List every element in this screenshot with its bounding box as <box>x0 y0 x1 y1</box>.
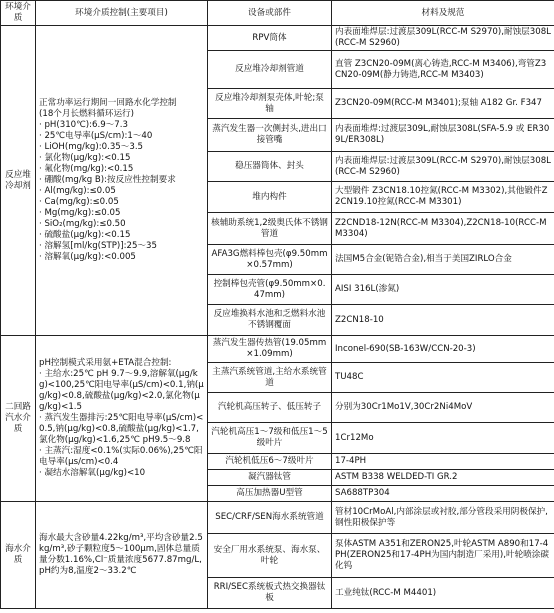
material-cell: 工业纯钛(RCC-M M4401) <box>332 578 554 609</box>
equipment-cell: 反应堆换料水池和乏燃料水池不锈钢覆面 <box>208 305 332 336</box>
equipment-cell: 安全厂用水系统泵、海水泵、叶轮 <box>208 534 332 578</box>
table-row <box>1 502 554 534</box>
table-row <box>1 336 554 363</box>
equipment-cell: 凝汽器钛管 <box>208 470 332 486</box>
material-cell: 内表面堆焊层:过渡层309L(RCC-M S2970),耐蚀层308L(RCC-M S2960) <box>332 26 554 51</box>
equipment-cell: 高压加热器U型管 <box>208 486 332 502</box>
control-condition-line: · 氯化物(μg/kg):<0.15 <box>39 153 131 163</box>
material-cell: Z3CN20-09M(RCC-M M3401);泵轴 A182 Gr. F347 <box>332 89 554 119</box>
table-body <box>1 26 554 609</box>
control-condition-line: pH控制模式采用氨+ETA混合控制: <box>39 358 172 368</box>
material-cell: 直管 Z3CN20-09M(离心铸造,RCC-M M3406),弯管Z3CN20-09M(静力铸造,RCC-M M3403) <box>332 51 554 89</box>
control-condition-line: · Mg(mg/kg):≤0.05 <box>39 208 121 218</box>
material-cell: ASTM B338 WELDED-TI GR.2 <box>332 470 554 486</box>
control-condition-line: · 硼酸(mg/kg B):按反应性控制要求 <box>39 175 176 185</box>
equipment-cell: 蒸汽发生器传热管(19.05mm×1.09mm) <box>208 336 332 363</box>
control-condition-line: · 蒸汽发生器排污:25℃阳电导率(μS/cm)<0.5,钠(μg/kg)<0.8,硫酸盐(μg/kg)<1.7,氯化物(μg/kg)<1.6,25℃ pH9.5～9.8 <box>39 413 204 445</box>
control-condition-line: 正常功率运行期间一回路水化学控制 <box>39 98 177 108</box>
equipment-cell: RPV筒体 <box>208 26 332 51</box>
environment-cell: 海水介质 <box>1 502 36 609</box>
material-cell: 17-4PH <box>332 454 554 470</box>
material-cell: 大型锻件 Z3CN18.10控氮(RCC-M M3302),其他锻件Z2CN19.10控氮(RCC-M M3301) <box>332 182 554 213</box>
control-condition-line: · LiOH(mg/kg):0.35～3.5 <box>39 142 144 152</box>
material-cell: 管材10CrMoAl,内部涂层或衬胶,部分管段采用阴极保护,钢性阳极保护等 <box>332 502 554 534</box>
material-cell: AISI 316L(渗氮) <box>332 275 554 305</box>
equipment-cell: SEC/CRF/SEN海水系统管道 <box>208 502 332 534</box>
equipment-cell: 汽轮机高压1～7级和低压1～5级叶片 <box>208 423 332 454</box>
material-cell: 法国M5合金(铌锆合金),相当于美国ZIRLO合金 <box>332 245 554 275</box>
table-row <box>1 26 554 51</box>
control-conditions-cell <box>36 336 208 502</box>
header-control: 环境介质控制(主要项目) <box>36 1 208 26</box>
table-header-row <box>1 1 554 26</box>
environment-cell: 二回路汽水介质 <box>1 336 36 502</box>
environment-cell: 反应堆冷却剂 <box>1 26 36 336</box>
material-cell: SA688TP304 <box>332 486 554 502</box>
control-condition-line: · 硫酸盐(μg/kg):<0.15 <box>39 230 131 240</box>
equipment-cell: AFA3G燃料棒包壳(φ9.50mm×0.57mm) <box>208 245 332 275</box>
equipment-cell: RRI/SEC系统板式热交换器钛板 <box>208 578 332 609</box>
equipment-cell: 核辅助系统1,2级奥氏体不锈钢管道 <box>208 213 332 245</box>
control-condition-line: · 溶解氧(μg/kg):<0.005 <box>39 252 136 262</box>
header-materials: 材料及规范 <box>332 1 554 26</box>
material-cell: Z2CN18-10 <box>332 305 554 336</box>
equipment-cell: 反应堆冷却剂泵壳体,叶轮;泵轴 <box>208 89 332 119</box>
control-conditions-cell <box>36 26 208 336</box>
control-condition-line: · Al(mg/kg):≤0.05 <box>39 186 116 196</box>
control-condition-line: (18个月长燃料循环运行) <box>39 109 134 119</box>
equipment-cell: 控制棒包壳管(φ9.50mm×0.47mm) <box>208 275 332 305</box>
control-condition-line: · 氟化物(mg/kg):<0.15 <box>39 164 134 174</box>
material-cell: 分别为30Cr1Mo1V,30Cr2Ni4MoV <box>332 393 554 423</box>
control-condition-line: · 溶解氢[ml/kg(STP)]:25～35 <box>39 241 157 251</box>
control-condition-line: · pH(310℃):6.9～7.3 <box>39 120 128 130</box>
control-conditions-cell <box>36 502 208 609</box>
control-condition-line: · 25℃电导率(μS/cm):1～40 <box>39 131 153 141</box>
control-condition-line: · SiO₂(mg/kg):≤0.50 <box>39 219 126 229</box>
control-condition-line: · 主蒸汽:湿度<0.1%(实际0.06%),25℃阳电导率(μs/cm)<0.4 <box>39 446 203 467</box>
header-equipment: 设备或部件 <box>208 1 332 26</box>
control-condition-line: 海水最大含砂量4.22kg/m³,平均含砂量2.5kg/m³,砂子颗粒度5～100μm,固体总量质量分数1.16%,Cl⁻质量浓度5677.87mg/L,pH约为8,温度2～33.2℃ <box>39 533 203 576</box>
header-environment: 环境介质 <box>1 1 36 26</box>
equipment-cell: 反应堆冷却剂管道 <box>208 51 332 89</box>
control-condition-line: · 凝结水溶解氧(μg/kg)<10 <box>39 468 146 478</box>
material-cell: 内表面堆焊:过渡层309L,耐蚀层308L(SFA-5.9 或 ER309L/ER308L) <box>332 119 554 152</box>
equipment-cell: 汽轮机低压6～7级叶片 <box>208 454 332 470</box>
material-cell: Inconel-690(SB-163W/CCN-20-3) <box>332 336 554 363</box>
material-cell: TU48C <box>332 363 554 393</box>
control-condition-line: · Ca(mg/kg):≤0.05 <box>39 197 119 207</box>
material-cell: 1Cr12Mo <box>332 423 554 454</box>
material-cell: 内表面堆焊层:过渡层309L(RCC-M S2970),耐蚀层308L(RCC-M S2960) <box>332 152 554 182</box>
equipment-cell: 主蒸汽系统管道,主给水系统管道 <box>208 363 332 393</box>
material-cell: 泵体ASTM A351和ZERON25,叶轮ASTM A890和17-4PH(ZERON25和17-4PH为国内制造厂采用),叶轮喷涂碳化钨 <box>332 534 554 578</box>
equipment-cell: 堆内构件 <box>208 182 332 213</box>
equipment-cell: 稳压器筒体、封头 <box>208 152 332 182</box>
equipment-cell: 汽轮机高压转子、低压转子 <box>208 393 332 423</box>
control-condition-line: · 主给水:25℃ pH 9.7～9.9,溶解氧(μg/kg)<100,25℃阳电导率(μS/cm)<0.1,钠(μg/kg)<0.8,硫酸盐(μg/kg)<2.0,氯化物(μg/kg)<1.5 <box>39 369 204 412</box>
material-cell: Z2CND18-12N(RCC-M M3304),Z2CN18-10(RCC-M M3304) <box>332 213 554 245</box>
equipment-cell: 蒸汽发生器一次侧封头,进出口接管嘴 <box>208 119 332 152</box>
